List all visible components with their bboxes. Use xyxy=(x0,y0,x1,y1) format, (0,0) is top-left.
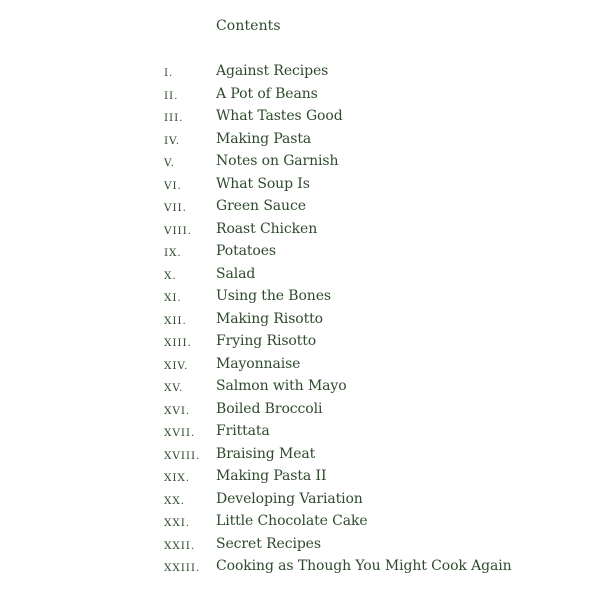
chapter-title: Salad xyxy=(216,265,256,282)
chapter-title: Using the Bones xyxy=(216,288,331,304)
chapter-numeral: IX. xyxy=(164,247,182,259)
contents-entry[interactable] xyxy=(0,421,600,444)
chapter-title: A Pot of Beans xyxy=(216,85,318,102)
chapter-numeral: IV. xyxy=(164,134,180,147)
chapter-numeral: X. xyxy=(164,269,177,282)
contents-entry[interactable] xyxy=(0,444,600,467)
chapter-numeral: VIII. xyxy=(164,224,192,237)
contents-entry[interactable] xyxy=(0,354,600,377)
contents-entry[interactable] xyxy=(0,556,600,579)
contents-entry[interactable] xyxy=(0,399,600,422)
chapter-numeral: III. xyxy=(164,112,184,124)
chapter-numeral: XIV. xyxy=(164,359,189,372)
chapter-title: Making Pasta xyxy=(216,130,312,147)
chapter-title: Mayonnaise xyxy=(216,355,301,372)
chapter-numeral: XXI. xyxy=(164,517,191,529)
chapter-title: What Tastes Good xyxy=(216,108,343,124)
chapter-numeral: VI. xyxy=(164,179,182,192)
contents-list xyxy=(0,61,600,579)
chapter-title: Braising Meat xyxy=(216,445,316,462)
chapter-title: Little Chocolate Cake xyxy=(216,513,368,529)
contents-entry[interactable] xyxy=(0,151,600,174)
chapter-title: Potatoes xyxy=(216,243,276,259)
chapter-numeral: XVIII. xyxy=(164,449,201,462)
contents-entry[interactable] xyxy=(0,534,600,557)
chapter-numeral: VII. xyxy=(164,202,187,214)
chapter-numeral: II. xyxy=(164,89,179,102)
contents-entry[interactable] xyxy=(0,309,600,332)
contents-entry[interactable] xyxy=(0,511,600,534)
chapter-numeral: XIX. xyxy=(164,472,191,484)
contents-entry[interactable] xyxy=(0,286,600,309)
contents-entry[interactable] xyxy=(0,196,600,219)
chapter-title: Green Sauce xyxy=(216,198,306,214)
contents-entry[interactable] xyxy=(0,331,600,354)
contents-entry[interactable] xyxy=(0,129,600,152)
chapter-title: Salmon with Mayo xyxy=(216,378,347,394)
contents-entry[interactable] xyxy=(0,264,600,287)
contents-entry[interactable] xyxy=(0,61,600,84)
chapter-title: Frittata xyxy=(216,423,270,439)
chapter-numeral: XVI. xyxy=(164,404,191,417)
chapter-title: Boiled Broccoli xyxy=(216,400,323,417)
chapter-title: Secret Recipes xyxy=(216,535,321,552)
chapter-numeral: XIII. xyxy=(164,337,192,349)
contents-entry[interactable] xyxy=(0,489,600,512)
chapter-title: Making Risotto xyxy=(216,310,323,327)
chapter-numeral: V. xyxy=(164,157,175,169)
chapter-numeral: XII. xyxy=(164,314,187,327)
chapter-title: Making Pasta II xyxy=(216,468,327,484)
chapter-title: Against Recipes xyxy=(216,63,329,79)
contents-entry[interactable] xyxy=(0,466,600,489)
contents-entry[interactable] xyxy=(0,219,600,242)
chapter-numeral: XX. xyxy=(164,494,185,507)
contents-entry[interactable] xyxy=(0,241,600,264)
chapter-title: Roast Chicken xyxy=(216,220,318,237)
chapter-numeral: XVII. xyxy=(164,427,196,439)
chapter-numeral: I. xyxy=(164,67,174,79)
contents-entry[interactable] xyxy=(0,106,600,129)
contents-entry[interactable] xyxy=(0,174,600,197)
chapter-numeral: XXIII. xyxy=(164,562,201,574)
contents-entry[interactable] xyxy=(0,376,600,399)
page-title: Contents xyxy=(216,18,281,34)
contents-entry[interactable] xyxy=(0,84,600,107)
chapter-title: Notes on Garnish xyxy=(216,153,339,169)
chapter-numeral: XXII. xyxy=(164,539,196,552)
chapter-title: Developing Variation xyxy=(216,490,363,507)
chapter-title: Frying Risotto xyxy=(216,333,317,349)
chapter-title: Cooking as Though You Might Cook Again xyxy=(216,558,512,574)
chapter-numeral: XI. xyxy=(164,292,182,304)
chapter-numeral: XV. xyxy=(164,382,184,394)
chapter-title: What Soup Is xyxy=(216,175,310,192)
